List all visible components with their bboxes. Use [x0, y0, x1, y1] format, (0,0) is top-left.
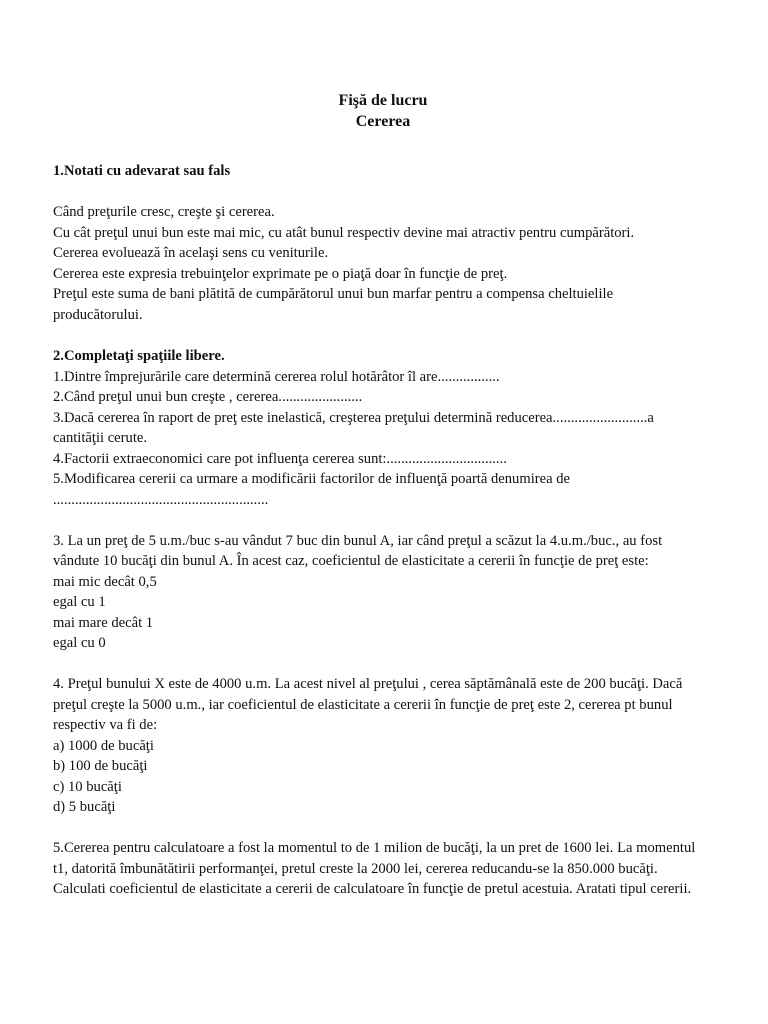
question-4-option-d: d) 5 bucăţi [53, 799, 116, 815]
question-3-option-4: egal cu 0 [53, 635, 106, 651]
statement-3: Cererea evoluează în acelaşi sens cu veniturile. [53, 245, 329, 261]
section-1 [53, 161, 713, 325]
statement-4: Cererea este expresia trebuinţelor exprimate pe o piaţă doar în funcţie de preţ. [53, 265, 508, 282]
fill-item-4: 4.Factorii extraeconomici care pot influenţa cererea sunt:................................. [53, 450, 507, 467]
fill-item-3: 3.Dacă cererea în raport de preţ este inelastică, creşterea preţului determină reducerea..........................a cantităţii cerute. [53, 409, 654, 446]
question-3-option-2: egal cu 1 [53, 594, 106, 610]
worksheet-page [53, 91, 713, 900]
section-1-heading: 1.Notati cu adevarat sau fals [53, 163, 231, 179]
question-4-text: 4. Preţul bunului X este de 4000 u.m. La acest nivel al preţului , cerea săptămânală este de 200 bucăţi. Dacă preţul creşte la 5000 u.m., iar coeficientul de elasticitate a cererii în funcţie de preţ este 2, cererea pt bunul respectiv va fi de: [53, 676, 683, 733]
section-2-heading: 2.Completaţi spaţiile libere. [53, 348, 225, 364]
question-4-option-b: b) 100 de bucăţi [53, 758, 148, 774]
section-4 [53, 674, 713, 818]
question-4-option-c: c) 10 bucăţi [53, 778, 122, 795]
question-4-option-a: a) 1000 de bucăţi [53, 737, 154, 754]
fill-item-2: 2.Când preţul unui bun creşte , cererea....................... [53, 389, 363, 405]
fill-item-1: 1.Dintre împrejurările care determină cererea rolul hotărâtor îl are................. [53, 368, 500, 385]
fill-item-5: 5.Modificarea cererii ca urmare a modificării factorilor de influenţă poartă denumirea de ........................................................... [53, 471, 571, 508]
statement-5: Preţul este suma de bani plătită de cumpărătorul unui bun marfar pentru a compensa cheltuielile producătorului. [53, 286, 614, 323]
worksheet-title [53, 91, 713, 132]
question-5-text: 5.Cererea pentru calculatoare a fost la momentul to de 1 milion de bucăţi, la un pret de 1600 lei. La momentul t1, datorită îmbunătătirii performanţei, pretul creste la 2000 lei, cererea reducandu-se la 850.000 bucăţi. Calculati coeficientul de elasticitate a cererii de calculatoare în funcţie de pretul acestuia. Aratati tipul cererii. [53, 840, 696, 897]
title-line-2: Cererea [355, 112, 411, 130]
question-3-option-1: mai mic decât 0,5 [53, 573, 157, 590]
section-5 [53, 838, 713, 900]
statement-1: Când preţurile cresc, creşte şi cererea. [53, 204, 275, 220]
question-3-text: 3. La un preţ de 5 u.m./buc s-au vândut 7 buc din bunul A, iar când preţul a scăzut la 4.u.m./buc., au fost vândute 10 bucăţi din bunul A. În acest caz, coeficientul de elasticitate a cererii în funcţie de preţ este: [53, 532, 663, 569]
statement-2: Cu cât preţul unui bun este mai mic, cu atât bunul respectiv devine mai atractiv pentru cumpărători. [53, 224, 635, 241]
section-2 [53, 346, 713, 510]
title-line-1: Fişă de lucru [338, 92, 428, 109]
section-3 [53, 531, 713, 654]
question-3-option-3: mai mare decât 1 [53, 614, 154, 631]
